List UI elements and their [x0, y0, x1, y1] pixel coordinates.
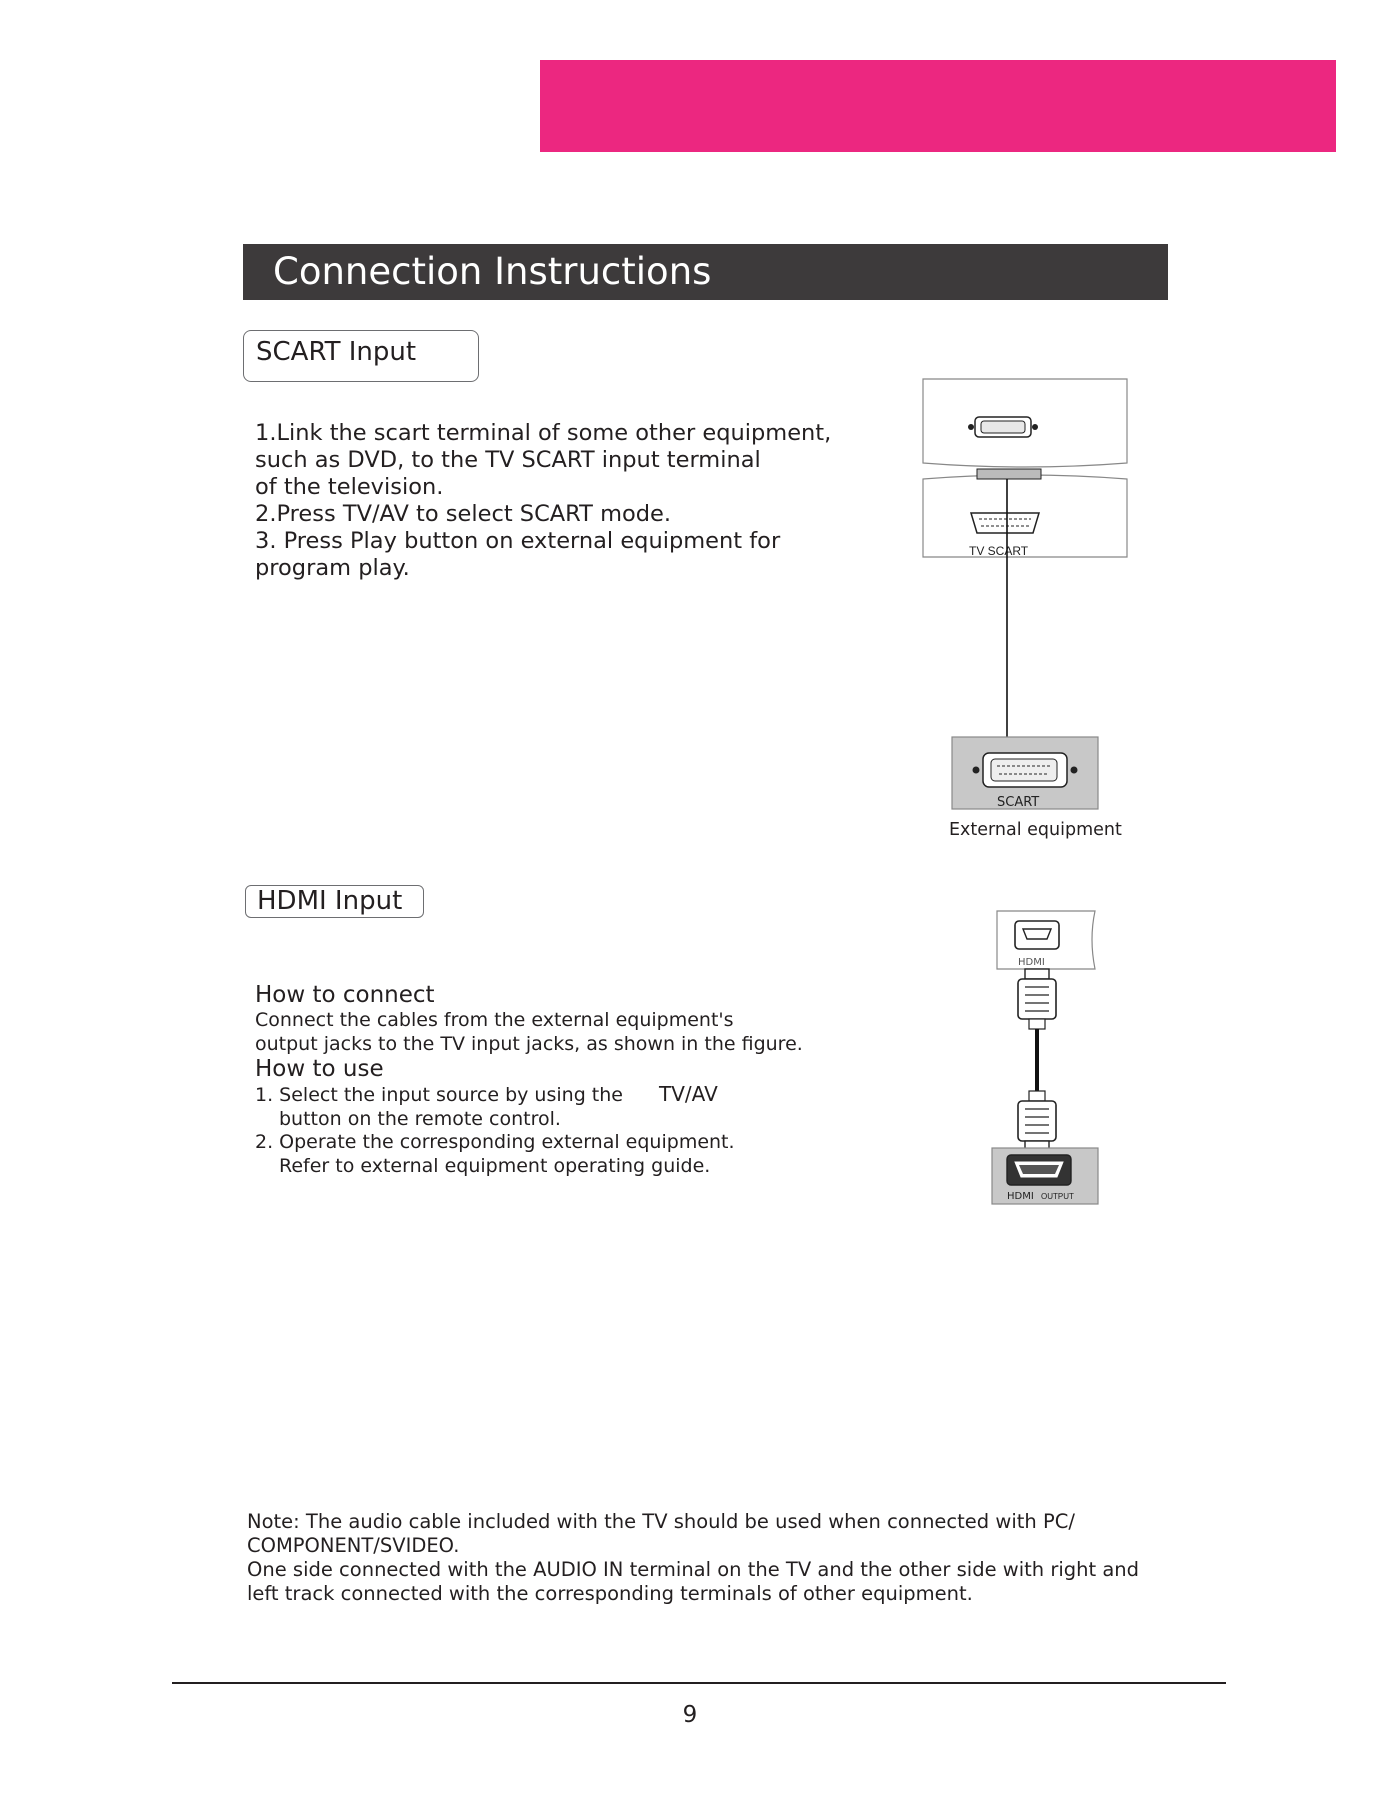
tv-av-key-label: TV/AV [659, 1082, 718, 1106]
hdmi-instructions [255, 982, 875, 1178]
scart-step-line: such as DVD, to the TV SCART input terminal [255, 447, 761, 473]
external-equipment-caption: External equipment [949, 820, 1122, 840]
connect-line: Connect the cables from the external equipment's [255, 1009, 734, 1031]
hdmi-plug-bottom-icon [1018, 1091, 1056, 1151]
use-step-2-cont: Refer to external equipment operating guide. [279, 1154, 711, 1177]
use-step-1-text: 1. Select the input source by using the [255, 1084, 623, 1106]
connect-line: output jacks to the TV input jacks, as shown in the figure. [255, 1032, 803, 1055]
footer-divider [172, 1682, 1226, 1684]
scart-step-line: 1.Link the scart terminal of some other equipment, [255, 420, 832, 446]
tv-hdmi-port-icon [1015, 921, 1059, 949]
external-scart-label: SCART [997, 795, 1040, 810]
page-number: 9 [682, 1702, 698, 1728]
header-banner [540, 60, 1336, 152]
tv-scart-socket-icon [971, 513, 1039, 533]
note-line: left track connected with the corresponding terminals of other equipment. [247, 1582, 973, 1605]
scart-instructions [255, 420, 855, 582]
how-to-connect-heading: How to connect [255, 982, 435, 1008]
tv-hdmi-label: HDMI [1018, 957, 1045, 968]
scart-step-line: program play. [255, 555, 410, 581]
scart-step-line: of the television. [255, 474, 444, 500]
scart-input-heading: SCART Input [243, 330, 479, 382]
device-hdmi-label: HDMI [1007, 1191, 1034, 1202]
external-scart-socket-icon [973, 753, 1078, 787]
scart-connection-diagram [915, 375, 1145, 830]
note-line: One side connected with the AUDIO IN terminal on the TV and the other side with right and [247, 1558, 1140, 1581]
note-line: COMPONENT/SVIDEO. [247, 1534, 460, 1557]
use-step-2: 2. Operate the corresponding external equipment. [255, 1131, 735, 1153]
device-hdmi-output-icon [1007, 1155, 1071, 1185]
hdmi-connection-diagram [985, 905, 1105, 1215]
scart-step-line: 3. Press Play button on external equipment for [255, 528, 781, 554]
tv-scart-label: TV SCART [969, 544, 1029, 558]
use-step-1 [255, 1083, 875, 1108]
hdmi-input-heading: HDMI Input [245, 885, 424, 918]
hdmi-plug-top-icon [1018, 969, 1056, 1029]
scart-plug-icon [968, 417, 1038, 437]
page-title: Connection Instructions [243, 244, 1168, 300]
use-step-1-cont: button on the remote control. [279, 1107, 561, 1130]
note-line: Note: The audio cable included with the TV should be used when connected with PC/ [247, 1510, 1075, 1533]
how-to-use-heading: How to use [255, 1056, 384, 1082]
device-hdmi-output-label: OUTPUT [1041, 1192, 1074, 1201]
scart-step-line: 2.Press TV/AV to select SCART mode. [255, 501, 672, 527]
audio-cable-note [247, 1510, 1167, 1606]
